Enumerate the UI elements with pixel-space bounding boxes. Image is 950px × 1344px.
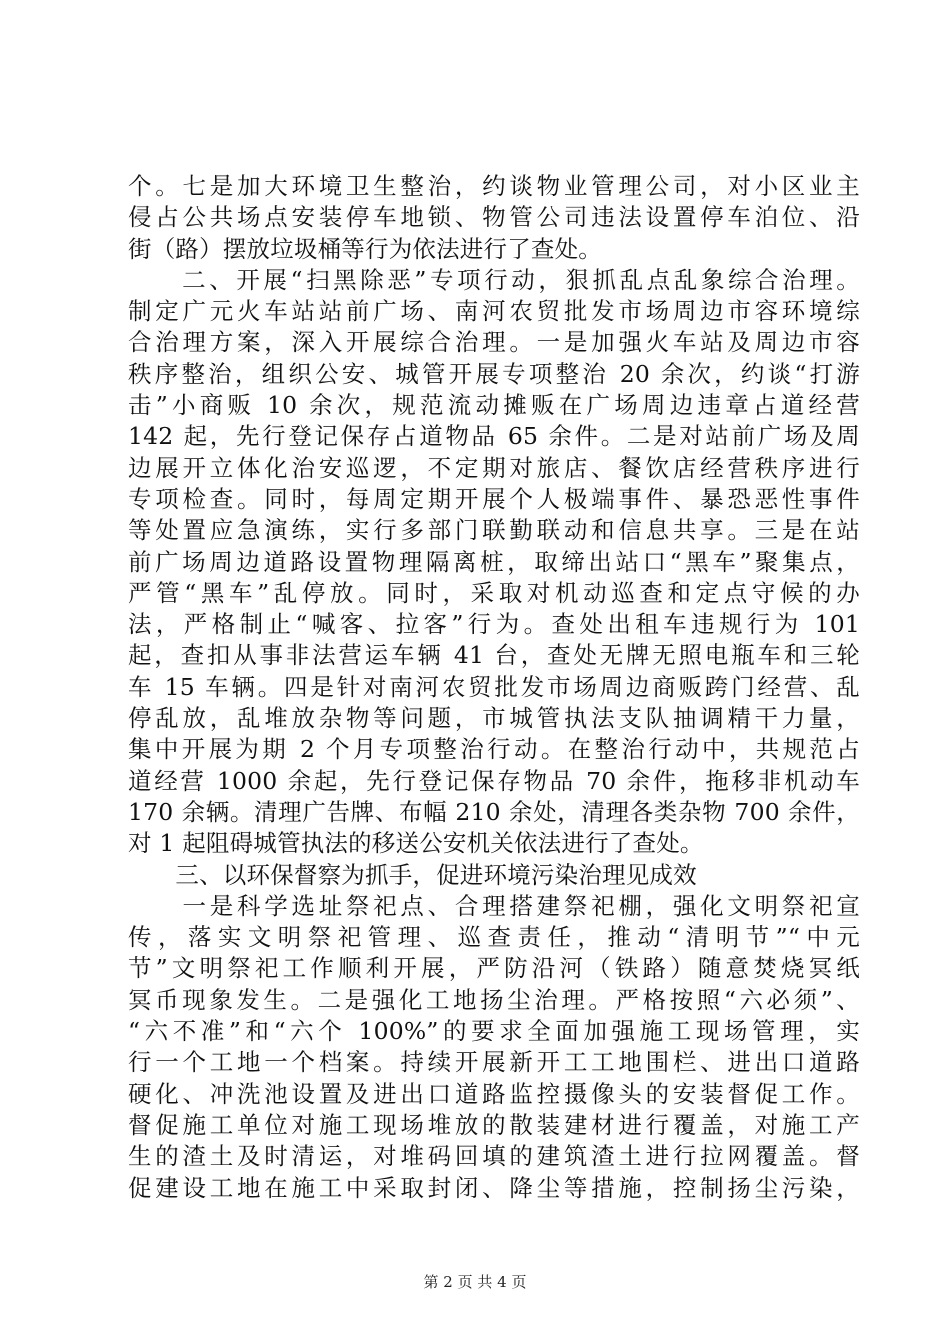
- text-line: 促建设工地在施工中采取封闭、降尘等措施，控制扬尘污染，: [128, 1173, 860, 1202]
- text-line: 前广场周边道路设置物理隔离桩，取缔出站口“黑车”聚集点，: [128, 547, 860, 576]
- text-line: 硬化、冲洗池设置及进出口道路监控摄像头的安装督促工作。: [128, 1079, 860, 1108]
- text-line: 个。七是加大环境卫生整治，约谈物业管理公司，对小区业主: [128, 172, 860, 200]
- text-line: 一是科学选址祭祀点、合理搭建祭祀棚，强化文明祭祀宣: [128, 891, 860, 920]
- text-line: 等处置应急演练，实行多部门联勤联动和信息共享。三是在站: [128, 516, 860, 545]
- text-line: 冥币现象发生。二是强化工地扬尘治理。严格按照“六必须”、: [128, 985, 860, 1014]
- page-footer: 第 2 页 共 4 页: [423, 1273, 527, 1291]
- text-line: 停乱放，乱堆放杂物等问题，市城管执法支队抽调精干力量，: [128, 704, 860, 733]
- text-line: 街（路）摆放垃圾桶等行为依法进行了查处。: [128, 234, 602, 263]
- text-line: 节”文明祭祀工作顺利开展，严防沿河（铁路）随意焚烧冥纸: [128, 954, 860, 983]
- text-line: 三、以环保督察为抓手，促进环境污染治理见成效: [128, 860, 697, 889]
- text-line: 制定广元火车站站前广场、南河农贸批发市场周边市容环境综: [128, 297, 860, 326]
- text-line: 专项检查。同时，每周定期开展个人极端事件、暴恐恶性事件: [128, 484, 860, 513]
- text-line: 行一个工地一个档案。持续开展新开工工地围栏、进出口道路: [128, 1048, 860, 1077]
- text-line: 侵占公共场点安装停车地锁、物管公司违法设置停车泊位、沿: [128, 203, 860, 232]
- text-line: 对 1 起阻碍城管执法的移送公安机关依法进行了查处。: [128, 829, 704, 858]
- text-line: 击”小商贩 10 余次，规范流动摊贩在广场周边违章占道经营: [128, 391, 860, 420]
- text-line: “六不准”和“六个 100%”的要求全面加强施工现场管理，实: [128, 1017, 860, 1046]
- text-line: 170 余辆。清理广告牌、布幅 210 余处，清理各类杂物 700 余件，: [128, 797, 860, 826]
- text-line: 严管“黑车”乱停放。同时，采取对机动巡查和定点守候的办: [128, 578, 860, 607]
- text-line: 传，落实文明祭祀管理、巡查责任，推动“清明节”“中元: [128, 923, 860, 952]
- text-line: 道经营 1000 余起，先行登记保存物品 70 余件，拖移非机动车: [128, 766, 860, 795]
- text-line: 车 15 车辆。四是针对南河农贸批发市场周边商贩跨门经营、乱: [128, 672, 860, 701]
- document-body: [128, 171, 860, 1204]
- text-line: 合治理方案，深入开展综合治理。一是加强火车站及周边市容: [128, 328, 860, 357]
- text-line: 生的渣土及时清运，对堆码回填的建筑渣土进行拉网覆盖。督: [128, 1142, 860, 1171]
- text-line: 142 起，先行登记保存占道物品 65 余件。二是对站前广场及周: [128, 422, 860, 451]
- text-line: 二、开展“扫黑除恶”专项行动，狠抓乱点乱象综合治理。: [128, 265, 860, 294]
- text-line: 集中开展为期 2 个月专项整治行动。在整治行动中，共规范占: [128, 735, 860, 764]
- text-line: 秩序整治，组织公安、城管开展专项整治 20 余次，约谈“打游: [128, 359, 860, 388]
- text-line: 法，严格制止“喊客、拉客”行为。查处出租车违规行为 101: [128, 610, 860, 639]
- text-line: 督促施工单位对施工现场堆放的散装建材进行覆盖，对施工产: [128, 1110, 860, 1139]
- text-line: 起，查扣从事非法营运车辆 41 台，查处无牌无照电瓶车和三轮: [128, 641, 860, 670]
- text-line: 边展开立体化治安巡逻，不定期对旅店、餐饮店经营秩序进行: [128, 453, 860, 482]
